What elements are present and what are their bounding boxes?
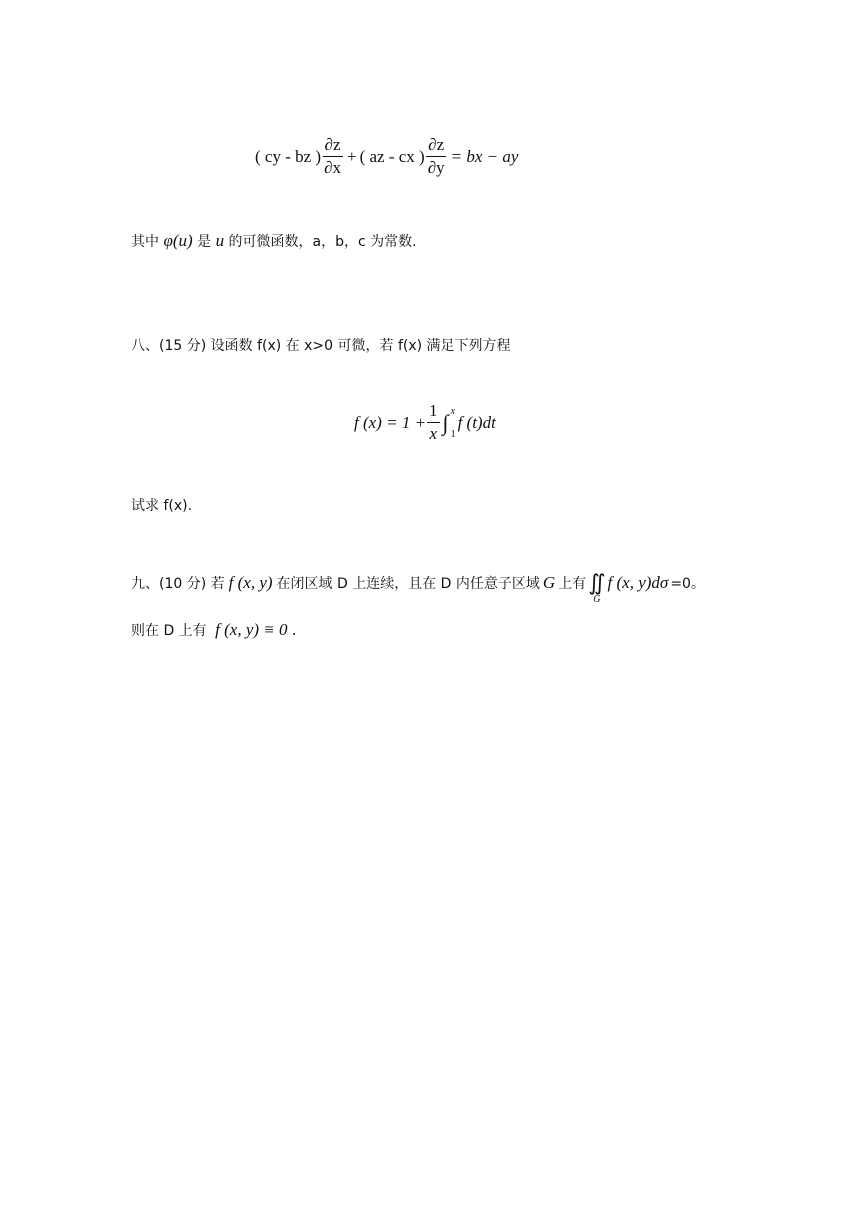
phi-u: φ(u) — [163, 231, 193, 250]
text: 是 — [197, 234, 212, 250]
text: 其中 — [131, 234, 159, 250]
plus-sign: + — [346, 146, 357, 166]
text: 则在 D 上有 — [131, 623, 207, 639]
partial-fraction-x — [322, 134, 343, 179]
period: . — [291, 620, 297, 639]
eq-lhs: f (x) = 1 + — [354, 412, 427, 432]
equation-integral — [354, 400, 496, 445]
question-8-ask: 试求 f(x). — [131, 498, 193, 514]
integrand: f (x, y)dσ — [607, 572, 669, 592]
equation-pde — [255, 134, 518, 179]
integral-limits — [451, 406, 456, 440]
denominator: ∂y — [427, 158, 445, 177]
integrand: f (t)dt — [457, 412, 496, 432]
eq-term-2: ( az - cx ) — [359, 146, 425, 166]
f-xy: f (x, y) — [228, 572, 273, 592]
condition-line — [131, 231, 417, 251]
text: 的可微函数，a，b，c 为常数. — [228, 234, 417, 250]
numerator: ∂z — [426, 134, 446, 157]
double-integral — [588, 572, 605, 605]
text: =0。 — [670, 575, 705, 592]
region-g: G — [542, 572, 556, 592]
question-9-conclusion — [131, 620, 296, 640]
partial-fraction-y — [426, 134, 447, 179]
var-u: u — [215, 231, 225, 250]
f-identically-zero: f (x, y) ≡ 0 — [215, 620, 288, 639]
integral-subscript: G — [593, 594, 601, 605]
text: 九、(10 分) 若 — [131, 575, 225, 592]
numerator: 1 — [427, 400, 440, 423]
integral-sign: ∫ — [442, 409, 449, 435]
denominator: ∂x — [324, 158, 341, 177]
text: 上有 — [558, 575, 587, 592]
eq-term-1: ( cy - bz ) — [255, 146, 322, 166]
upper-limit: x — [450, 405, 456, 417]
numerator: ∂z — [323, 134, 343, 157]
eq-rhs: = bx − ay — [450, 146, 519, 166]
text: 在闭区域 D 上连续，且在 D 内任意子区域 — [276, 575, 540, 592]
question-9-text — [131, 566, 705, 605]
denominator: x — [429, 424, 438, 443]
double-integral-sign: ∬ — [588, 570, 606, 595]
fraction-1-over-x — [427, 400, 440, 445]
lower-limit: 1 — [450, 428, 456, 440]
question-8-text: 八、(15 分) 设函数 f(x) 在 x>0 可微，若 f(x) 满足下列方程 — [131, 338, 511, 354]
